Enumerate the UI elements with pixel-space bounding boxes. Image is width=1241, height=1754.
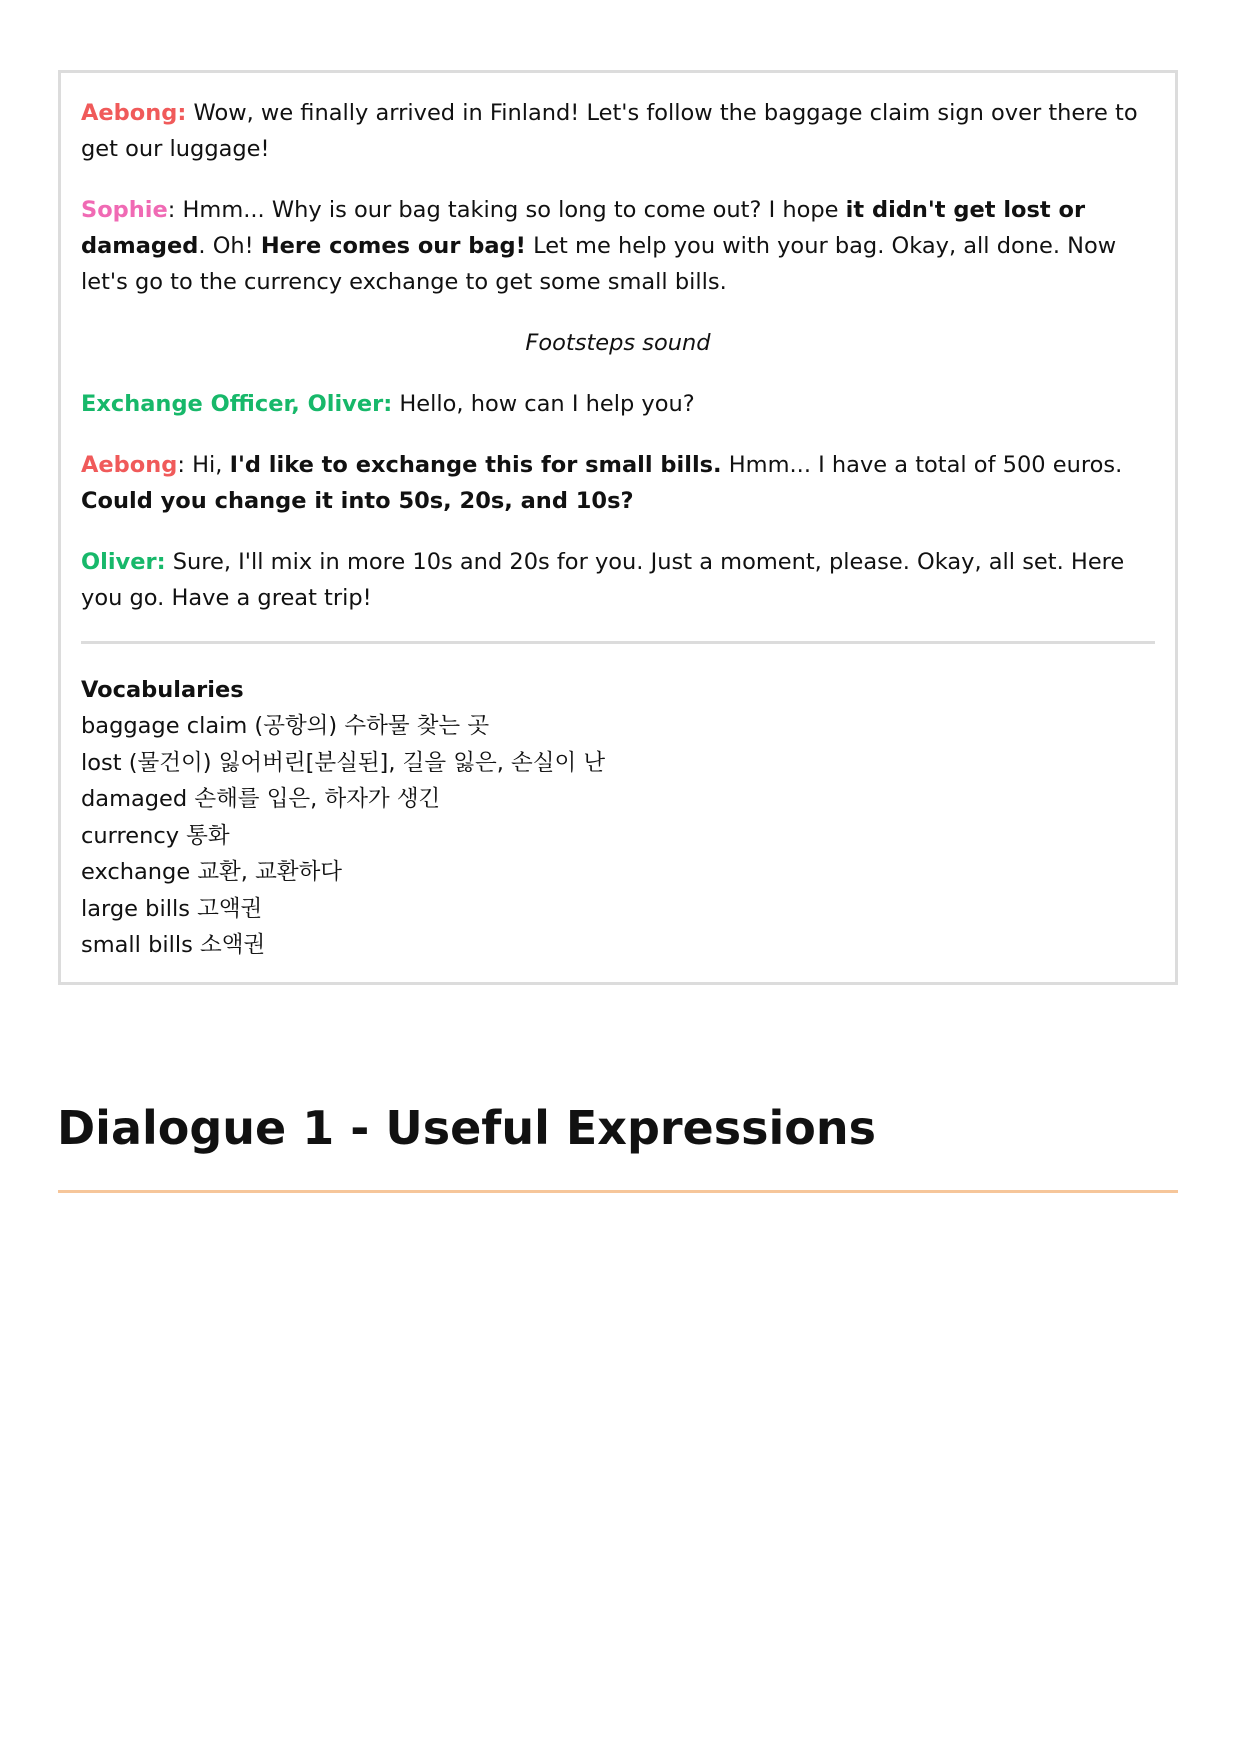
divider [81,641,1155,644]
vocabulary-item: lost (물건이) 잃어버린[분실된], 길을 잃은, 손실이 난 [81,749,606,776]
dialogue-text: Sure, I'll mix in more 10s and 20s for you. Just a moment, please. Okay, all set. Here you go. Have a great trip! [81,549,1125,611]
dialogue-line-aebong-1 [81,95,1155,167]
speaker-name: Oliver: [81,549,166,575]
dialogue-text: Wow, we finally arrived in Finland! Let's follow the baggage claim sign over there to get our luggage! [81,100,1138,162]
vocabulary-item: currency 통화 [81,822,230,849]
vocabulary-item: large bills 고액권 [81,895,263,922]
key-expression: I'd like to exchange this for small bills. [229,452,722,478]
vocabulary-item: baggage claim (공항의) 수하물 찾는 곳 [81,713,490,739]
speaker-name: Aebong [81,452,178,478]
section-divider [58,1190,1178,1193]
key-expression: it didn't get lost or damaged [81,197,1086,259]
speaker-name: Aebong: [81,100,187,126]
vocabulary-list [81,672,1155,964]
dialogue-text: : Hmm... Why is our bag taking so long to come out? I hope [167,197,846,223]
stage-direction: Footsteps sound [525,330,711,356]
dialogue-line-sophie [81,192,1155,300]
dialogue-text: Hello, how can I help you? [392,391,695,417]
dialogue-text: Let me help you with your bag. Okay, all done. Now let's go to the currency exchange to get some small bills. [81,233,1117,295]
vocabulary-item: exchange 교환, 교환하다 [81,859,343,885]
speaker-name: Sophie [81,197,168,223]
vocabulary-item: damaged 손해를 입은, 하자가 생긴 [81,786,441,812]
dialogue-text: . Oh! [198,233,261,259]
dialogue-text: : Hi, [177,452,230,478]
key-expression: Could you change it into 50s, 20s, and 10s? [81,488,634,514]
vocabulary-title: Vocabularies [81,677,244,703]
dialogue-line-aebong-2 [81,447,1155,519]
dialogue-line-officer [81,386,1155,422]
key-expression: Here comes our bag! [260,233,526,259]
dialogue-text: Hmm... I have a total of 500 euros. [721,452,1123,478]
vocabulary-item: small bills 소액권 [81,932,266,958]
dialogue-line-oliver [81,544,1155,616]
dialogue-box [58,70,1178,985]
speaker-name: Exchange Officer, Oliver: [81,391,393,417]
section-title: Dialogue 1 - Useful Expressions [57,1101,877,1155]
